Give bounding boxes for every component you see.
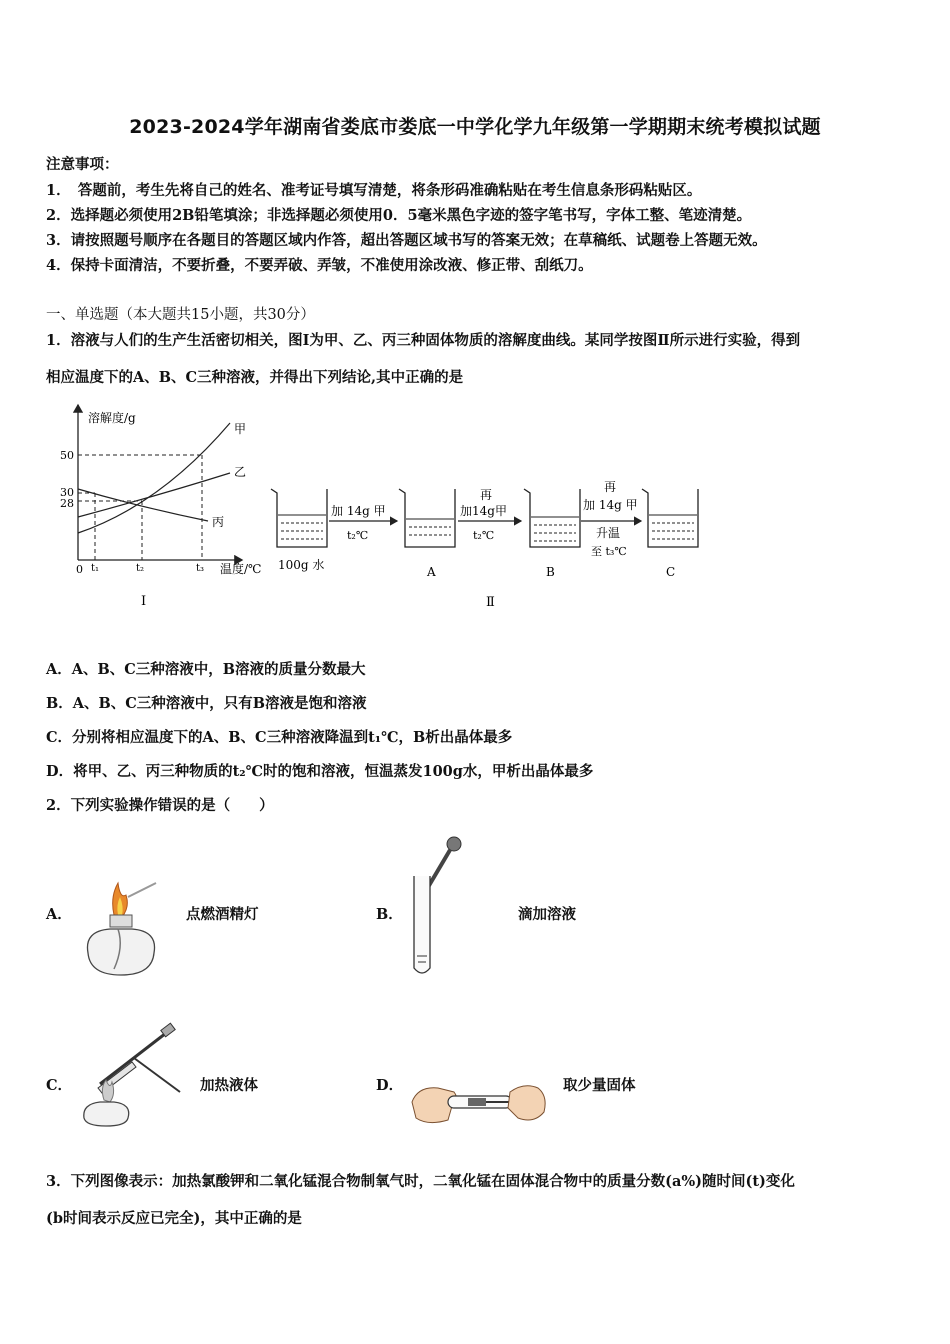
curve-label-yi: 乙	[234, 465, 247, 479]
beaker-a	[399, 489, 455, 547]
q2-option-c-letter: C．	[46, 1077, 73, 1094]
heating-liquid-icon	[70, 1018, 190, 1130]
beaker-c	[642, 489, 698, 547]
experiment-figure	[265, 475, 715, 615]
step3-bottom1: 升温	[596, 526, 621, 540]
q3-stem-line2: (b时间表示反应已完全)，其中正确的是	[46, 1210, 302, 1227]
x-tick-t3: t₃	[196, 563, 205, 574]
dropper-test-tube-icon	[402, 832, 472, 982]
q2-option-d-label: 取少量固体	[563, 1077, 636, 1094]
beaker-water	[271, 489, 327, 547]
q2-option-b-label: 滴加溶液	[518, 906, 576, 923]
step2-bottom: t₂℃	[473, 529, 495, 542]
q1-stem-line2: 相应温度下的A、B、C三种溶液，并得出下列结论,其中正确的是	[46, 369, 464, 386]
q1-option-b: B．A、B、C三种溶液中，只有B溶液是饱和溶液	[46, 695, 367, 712]
notice-item-3: 3．请按照题号顺序在各题目的答题区域内作答，超出答题区域书写的答案无效；在草稿纸、试题卷上答题无效。	[46, 232, 767, 249]
step1-top: 加 14g 甲	[331, 504, 386, 518]
step3-top2: 加 14g 甲	[583, 498, 638, 512]
q1-option-d: D．将甲、乙、丙三种物质的t₂℃时的饱和溶液，恒温蒸发100g水，甲析出晶体最多	[46, 763, 594, 780]
y-tick-28: 28	[60, 497, 74, 510]
q2-option-a-label: 点燃酒精灯	[186, 906, 259, 923]
label-a: A	[427, 565, 436, 579]
figure1-caption: Ⅰ	[141, 594, 147, 609]
solubility-curve-figure	[50, 395, 280, 615]
q2-option-a-letter: A．	[46, 906, 72, 923]
curve-label-bing: 丙	[212, 515, 225, 529]
figure2-caption: Ⅱ	[486, 595, 495, 610]
q3-stem-line1: 3．下列图像表示：加热氯酸钾和二氧化锰混合物制氧气时，二氧化锰在固体混合物中的质量分数(a%)随时间(t)变化	[46, 1173, 795, 1190]
start-label: 100g 水	[278, 558, 325, 572]
notice-item-1: 1． 答题前，考生先将自己的姓名、准考证号填写清楚，将条形码准确粘贴在考生信息条形码粘贴区。	[46, 182, 702, 199]
page-title: 2023-2024学年湖南省娄底市娄底一中学化学九年级第一学期期末统考模拟试题	[129, 116, 821, 138]
y-axis-label: 溶解度/g	[88, 411, 136, 425]
x-tick-t1: t₁	[91, 563, 100, 574]
label-b: B	[546, 565, 555, 579]
step1-bottom: t₂℃	[347, 529, 369, 542]
q2-stem: 2．下列实验操作错误的是（ ）	[46, 797, 274, 814]
q1-option-c: C．分别将相应温度下的A、B、C三种溶液降温到t₁℃，B析出晶体最多	[46, 729, 513, 746]
notice-heading: 注意事项：	[46, 156, 119, 173]
alcohol-lamp-lighting-icon	[74, 875, 164, 980]
section-header: 一、单选题（本大题共15小题，共30分）	[46, 307, 315, 323]
curve-label-jia: 甲	[234, 422, 247, 436]
q2-option-b-letter: B．	[376, 906, 403, 923]
step3-top1: 再	[604, 480, 617, 494]
q1-option-a: A．A、B、C三种溶液中，B溶液的质量分数最大	[46, 661, 366, 678]
curve-jia	[78, 423, 230, 533]
q1-stem-line1: 1．溶液与人们的生产生活密切相关，图Ⅰ为甲、乙、丙三种固体物质的溶解度曲线。某同学按图Ⅱ所示进行实验，得到	[46, 332, 801, 349]
step2-top2: 加14g甲	[460, 504, 507, 518]
step3-bottom2: 至 t₃℃	[591, 545, 627, 558]
step2-top1: 再	[480, 488, 493, 502]
y-tick-50: 50	[60, 449, 74, 462]
origin-label: 0	[76, 563, 83, 576]
x-tick-t2: t₂	[136, 563, 145, 574]
y-tick-30: 30	[60, 486, 74, 499]
q2-option-c-label: 加热液体	[200, 1077, 258, 1094]
label-c: C	[666, 565, 676, 579]
curve-bing	[78, 489, 208, 521]
x-axis-label: 温度/℃	[220, 562, 262, 576]
q2-option-d-letter: D．	[376, 1077, 404, 1094]
notice-item-2: 2．选择题必须使用2B铅笔填涂；非选择题必须使用0．5毫米黑色字迹的签字笔书写，字体工整、笔迹清楚。	[46, 207, 752, 224]
spatula-test-tube-icon	[408, 1072, 550, 1128]
notice-item-4: 4．保持卡面清洁，不要折叠，不要弄破、弄皱，不准使用涂改液、修正带、刮纸刀。	[46, 257, 593, 274]
beaker-b	[524, 489, 580, 547]
